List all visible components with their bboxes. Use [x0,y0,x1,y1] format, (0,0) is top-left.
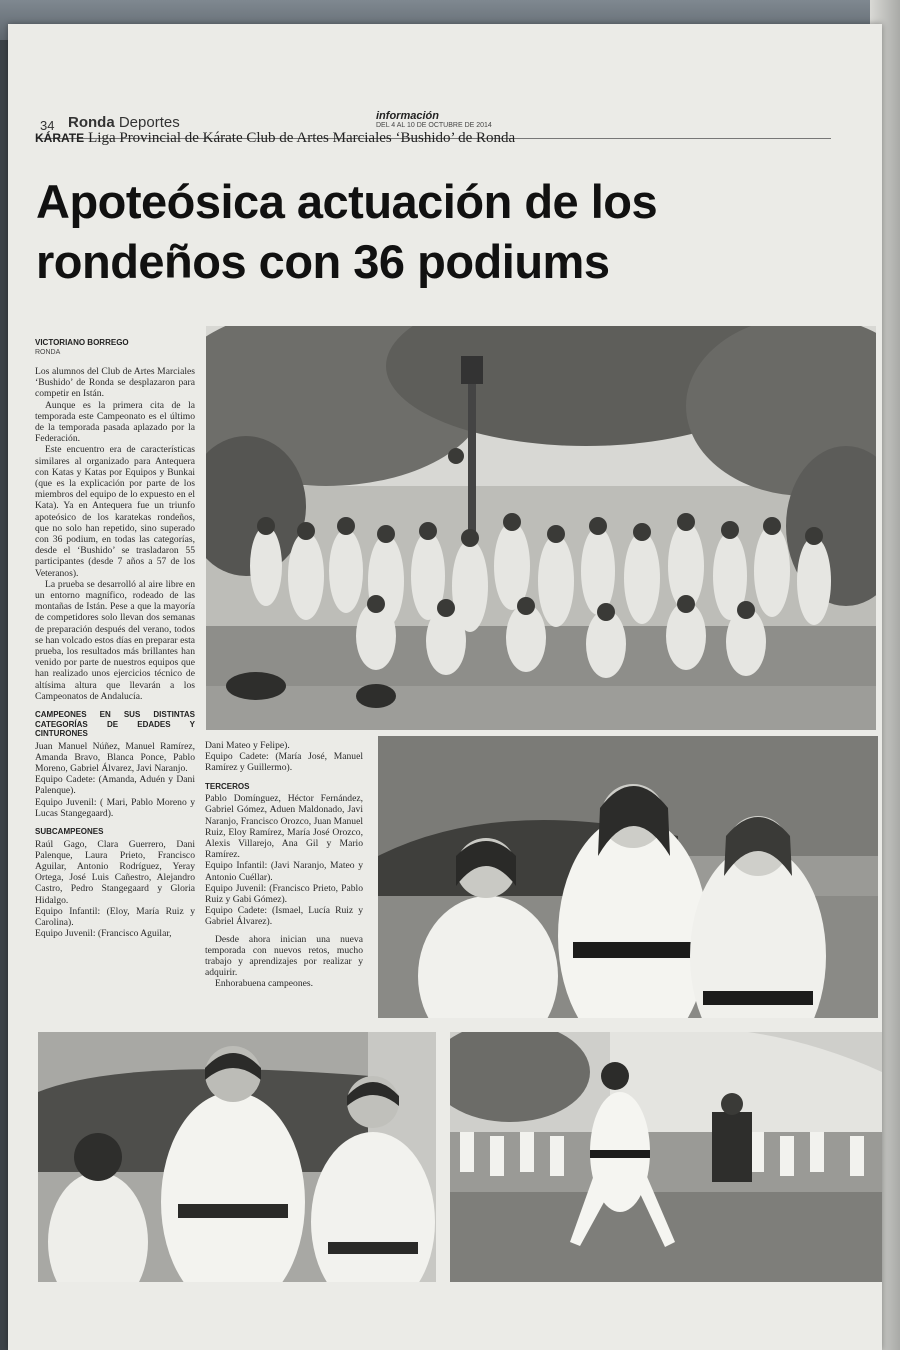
terceros-juvenil: Equipo Juvenil: (Francisco Prieto, Pablo Ruiz y Gabi Gómez). [205,882,363,905]
byline: VICTORIANO BORREGO [35,338,129,347]
dateline: RONDA [35,349,61,356]
campeones-heading: CAMPEONES EN SUS DISTINTAS CATEGORÍAS DE EDADES Y CINTURONES [35,710,195,739]
boys-photo-image [38,1032,436,1282]
article-column-1 [35,366,195,939]
section-rest: Deportes [118,114,180,131]
closing-paragraph: Desde ahora inician una nueva temporada con nuevos retos, mucho trabajo y aprendizajes por realizar y adquirir. [205,933,363,979]
subcampeones-infantil: Equipo Infantil: (Eloy, María Ruiz y Carolina). [35,905,195,928]
subcampeones-juvenil: Equipo Juvenil: (Francisco Aguilar, [35,928,172,940]
paper-name: información [376,110,439,122]
kicker [35,130,515,147]
article-column-2 [205,740,363,990]
group-photo [206,326,876,730]
boys-photo [38,1032,436,1282]
paragraph-3: Este encuentro era de características similares al organizado para Antequera con Katas y Katas por Equipos y Bunkai (que es la explicación por parte de los miembros del equipo de lo expuesto en el Kata). Ya en Antequera fue un triunfo apoteósico de los karatekas rondeños, que no solo han repetido, sino superado con 36 podium, en todas las categorías, desde el ‘Bushido’ se trasladaron 55 participantes (desde 7 años a 57 de los Veteranos). [35,444,195,579]
girls-photo [378,736,878,1018]
terceros-list: Pablo Domínguez, Héctor Fernández, Gabriel Gómez, Aduen Maldonado, Javi Naranjo, Francisco Orozco, Juan Manuel Ruiz, Eloy Ramírez, María José Orozco, Alexis Villarejo, Ana Gil y Mario Ramírez. [205,793,363,861]
paragraph-1: Los alumnos del Club de Artes Marciales ‘Bushido’ de Ronda se desplazaron para competir en Istán. [35,366,195,400]
subcampeones-heading: SUBCAMPEONES [35,827,104,837]
kicker-tag: KÁRATE [35,131,85,145]
headline [36,172,856,292]
issue-date: DEL 4 AL 10 DE OCTUBRE DE 2014 [376,122,492,129]
terceros-heading: TERCEROS [205,781,250,791]
competition-photo-image [450,1032,882,1282]
group-photo-image [206,326,876,730]
column-2-continuation: Dani Mateo y Felipe). [205,740,290,751]
headline-line-1: Apoteósica actuación de los [36,175,658,228]
campeones-cadete: Equipo Cadete: (Amanda, Aduén y Dani Palenque). [35,774,195,797]
terceros-infantil: Equipo Infantil: (Javi Naranjo, Mateo y Antonio Cuéllar). [205,860,363,883]
terceros-cadete: Equipo Cadete: (Ismael, Lucía Ruiz y Gabriel Álvarez). [205,905,363,928]
page-number: 34 [40,118,55,133]
kicker-text: Liga Provincial de Kárate Club de Artes Marciales ‘Bushido’ de Ronda [88,130,516,146]
signoff: Enhorabuena campeones. [215,978,314,990]
paragraph-4: La prueba se desarrolló al aire libre en un entorno magnífico, rodeado de las montañas de Istán. Pese a que la mayoría de competidores solo llevan dos semanas de preparación después del verano, todos se han volcado estos días en preparar esta prueba, los resultados más brillantes han venido por parte de nuestros equipos que han realizado unos ejercicios técnico de altísima altura que llevarán a los Campeonatos de Andalucía. [35,578,195,702]
competition-photo [450,1032,882,1282]
headline-line-2: rondeños con 36 podiums [36,235,610,288]
column-2-cadete: Equipo Cadete: (María José, Manuel Ramírez y Guillermo). [205,751,363,774]
campeones-juvenil: Equipo Juvenil: ( Mari, Pablo Moreno y Lucas Stangegaard). [35,796,195,819]
section-title [68,114,180,131]
section-bold: Ronda [68,114,115,131]
paragraph-2: Aunque es la primera cita de la temporada este Campeonato es el último de la temporada pasada aplazado por la Federación. [35,399,195,445]
masthead [376,110,492,129]
girls-photo-image [378,736,878,1018]
subcampeones-list: Raúl Gago, Clara Guerrero, Dani Palenque, Laura Prieto, Francisco Aguilar, Antonio Rodríguez, Yeray Ortega, José Luis Cañestro, Alejandro Castro, Pedro Stangegaard y Gloria Hidalgo. [35,838,195,906]
campeones-list: Juan Manuel Núñez, Manuel Ramírez, Amanda Bravo, Blanca Ponce, Pablo Moreno, Gabriel Álvarez, Javi Naranjo. [35,740,195,774]
